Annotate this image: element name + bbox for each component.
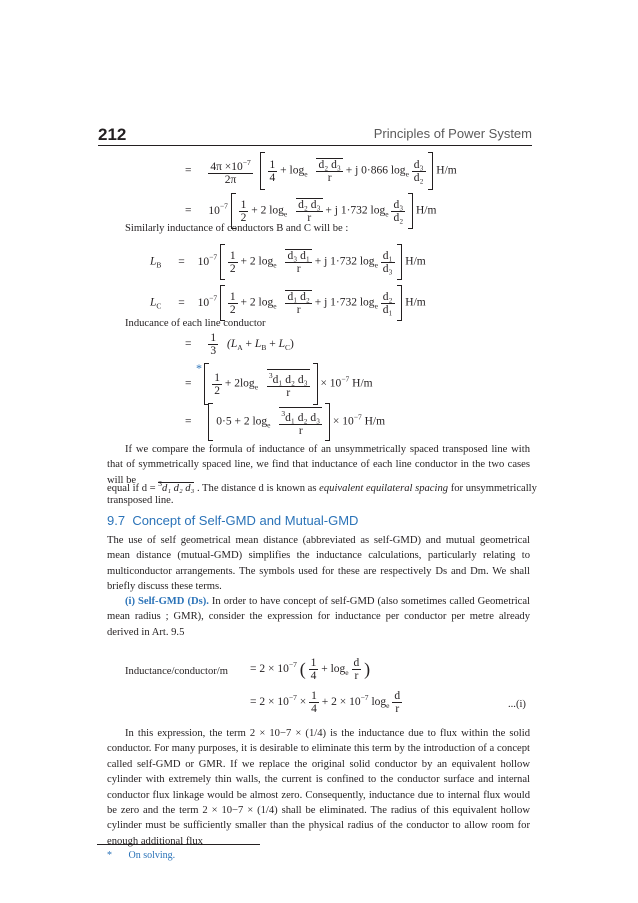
equation-1: = $\frac{4\pi \times 10^{-7}}{2\pi}$ $\frac{1}{4}$ + $\log_e$ $\frac{\text{d₂ d₃}}{r}$ + j 0·866 $\log_e$ $\frac{\text{d₃}}{\text{d₂}}$ H/m bbox=[185, 152, 457, 190]
right-bracket bbox=[397, 285, 402, 321]
fraction: $\frac{1}{2}$ bbox=[214, 371, 220, 397]
paragraph-end: transposed line. bbox=[107, 495, 174, 506]
fraction: $\frac{d}{r}$ bbox=[394, 690, 401, 715]
header-rule bbox=[98, 145, 532, 146]
page-number: 212 bbox=[98, 125, 127, 144]
paragraph-equal-spacing: equal if d = $^3$d₁ d₂ d₃ . The distance d is known as equivalent equilateral spacing for unsymmetrically bbox=[107, 479, 537, 494]
fraction: $\frac{1}{4}$ bbox=[269, 158, 276, 184]
fraction: $\frac{\text{d₂}}{\text{d₁}}$ bbox=[382, 290, 393, 316]
fraction: $\frac{^3d_1 d_2 d_3}{r}$ bbox=[281, 409, 321, 437]
page-header bbox=[98, 125, 532, 147]
footnote-mark: * bbox=[107, 850, 112, 861]
equation-cube-root: = * $\frac{1}{2}$ + $2\log_e$ $\frac{^3d_1 d_2 d_3}{r}$ × $10^{-7}$ H/m bbox=[185, 363, 373, 405]
footnote-mark: * bbox=[196, 361, 202, 375]
equation-2: = $10^{-7}$ $\frac{1}{2}$ + 2 $\log_e$ $\frac{\text{d₂ d₃}}{r}$ + j 1·732 $\log_e$ $\frac{\text{d₃}}{\text{d₂}}$ H/m bbox=[185, 193, 436, 229]
equation-inductance-2: = $2 \times 10^{-7}$ × $\frac{1}{4}$ + $2 \times 10^{-7}$ $\log_e$ $\frac{d}{r}$ bbox=[250, 690, 401, 715]
fraction: $\frac{\text{d₁}}{\text{d₃}}$ bbox=[382, 249, 393, 275]
fraction: $\frac{1}{2}$ bbox=[229, 290, 236, 316]
right-bracket bbox=[397, 244, 402, 280]
inducance-text: Inducance of each line conductor bbox=[125, 318, 266, 329]
inductance-label: Inductance/conductor/m bbox=[125, 666, 228, 677]
fraction: $\frac{1}{3}$ bbox=[210, 332, 217, 357]
paragraph-gmd-intro: The use of self geometrical mean distance (abbreviated as self-GMD) and mutual geometrical mean distance (mutual-GMD) simplifies the inductance calculations, particularly relating to multiconductor arrangements. The symbols used for these are respectively Ds and Dm. We shall briefly discuss these terms. bbox=[107, 535, 530, 593]
fraction: $\frac{1}{2}$ bbox=[240, 198, 247, 224]
fraction: $\frac{\text{d₂ d₃}}{r}$ bbox=[298, 199, 321, 224]
fraction: $\frac{^3d_1 d_2 d_3}{r}$ bbox=[268, 371, 308, 399]
similarly-text: Similarly inductance of conductors B and C will be : bbox=[125, 223, 349, 234]
fraction: $\frac{4\pi \times 10^{-7}}{2\pi}$ bbox=[210, 157, 251, 186]
footnote bbox=[107, 850, 175, 861]
equation-lc: $L_C = 10^{-7}$ $\frac{1}{2}$ + 2 $\log_e$ $\frac{\text{d₁ d₂}}{r}$ + j 1·732 $\log_e$ $\frac{\text{d₂}}{\text{d₁}}$ H/m bbox=[150, 285, 426, 321]
fraction: $\frac{\text{d₁ d₂}}{r}$ bbox=[287, 291, 310, 316]
paragraph-hollow-cylinder: In this expression, the term 2 × 10−7 × (1/4) is the inductance due to flux within the solid conductor. For many purposes, it is desirable to eliminate this term by the introduction of a concept called self-GMD or GMR. If we replace the original solid conductor by an equivalent hollow cylinder with extremely thin walls, the current is confined to the conductor surface and internal conductor flux linkage would be almost zero. Consequently, inductance due to internal flux would be zero and the term 2 × 10−7 × (1/4) shall be eliminated. The radius of this equivalent hollow cylinder must be sufficiently smaller than the physical radius of the conductor to allow room for enough additional flux bbox=[107, 728, 530, 847]
fraction: $\frac{\text{d₃}}{\text{d₂}}$ bbox=[393, 198, 404, 224]
right-bracket bbox=[313, 363, 318, 405]
left-bracket bbox=[204, 363, 209, 405]
footnote-text: On solving. bbox=[128, 850, 176, 861]
right-bracket bbox=[408, 193, 413, 229]
fraction: $\frac{d}{r}$ bbox=[353, 657, 360, 682]
fraction: $\frac{\text{d₃ d₁}}{r}$ bbox=[287, 250, 310, 275]
fraction: $\frac{1}{4}$ bbox=[310, 657, 317, 682]
left-bracket bbox=[260, 152, 265, 190]
right-bracket bbox=[325, 403, 330, 441]
fraction: $\frac{1}{2}$ bbox=[229, 249, 236, 275]
equation-average: = $\frac{1}{3}$ $(L_A + L_B + L_C)$ bbox=[185, 332, 294, 357]
section-heading bbox=[107, 513, 358, 528]
equation-tag: ...(i) bbox=[508, 699, 526, 710]
section-number: 9.7 bbox=[107, 513, 126, 528]
left-bracket bbox=[208, 403, 213, 441]
paragraph-comparison: If we compare the formula of inductance of an unsymmetrically spaced transposed line with that of symmetrically spaced line, we find that inductance of each line conductor in the two cases will be bbox=[107, 444, 530, 486]
paragraph-self-gmd: (i) Self-GMD (Ds). In order to have concept of self-GMD (also sometimes called Geometrical mean radius ; GMR), consider the expression for inductance per conductor per metre already derived in Art. 9.5 bbox=[107, 596, 530, 638]
fraction: $\frac{1}{4}$ bbox=[311, 690, 317, 715]
right-bracket bbox=[428, 152, 433, 190]
footnote-rule bbox=[97, 844, 260, 845]
section-title: Concept of Self-GMD and Mutual-GMD bbox=[132, 513, 359, 528]
running-title: Principles of Power System bbox=[373, 126, 532, 141]
equation-lb: $L_B = 10^{-7}$ $\frac{1}{2}$ + 2 $\log_e$ $\frac{\text{d₃ d₁}}{r}$ + j 1·732 $\log_e$ $\frac{\text{d₁}}{\text{d₃}}$ H/m bbox=[150, 244, 426, 280]
eq-sign: = bbox=[185, 164, 192, 177]
fraction: $\frac{\text{d₂ d₃}}{r}$ bbox=[318, 159, 341, 184]
left-bracket bbox=[220, 244, 225, 280]
fraction: $\frac{\text{d₃}}{\text{d₂}}$ bbox=[413, 158, 424, 184]
equation-final: = 0·5 + 2 $\log_e$ $\frac{^3d_1 d_2 d_3}{r}$ × $10^{-7}$ H/m bbox=[185, 403, 385, 441]
equation-inductance-1: = $2 \times 10^{-7}$ ( $\frac{1}{4}$ + $\log_e$ $\frac{d}{r}$ ) bbox=[250, 657, 371, 682]
